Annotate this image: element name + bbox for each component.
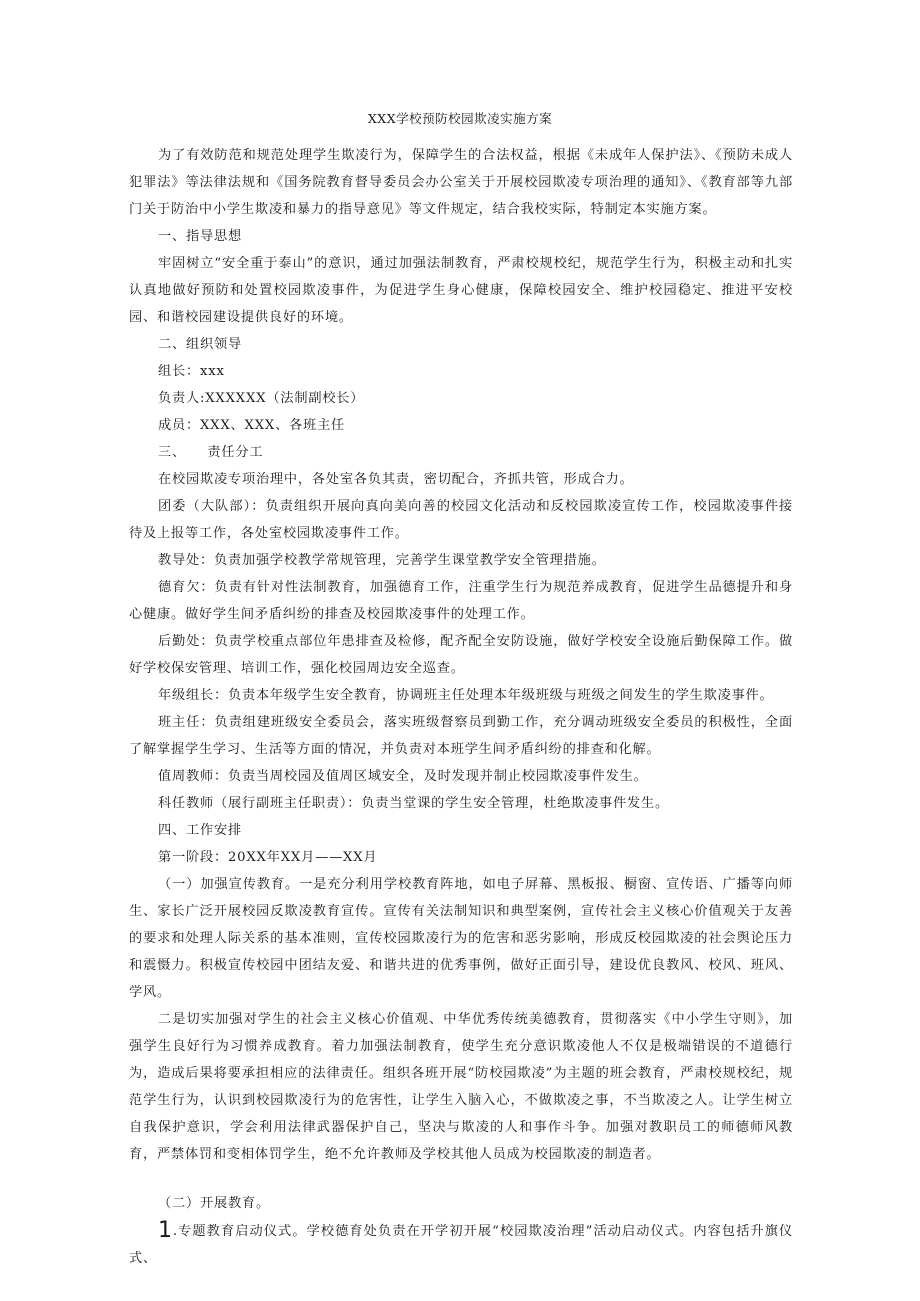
intro-paragraph: 为了有效防范和规范处理学生欺凌行为，保障学生的合法权益，根据《未成年人保护法》、《预防未成人犯罪法》等法律法规和《国务院教育督导委员会办公室关于开展校园欺凌专项治理的通知》、《教育部等九部门关于防治中小学生欺凌和暴力的指导意见》等文件规定，结合我校实际，特制定本实施方案。 bbox=[129, 148, 793, 217]
paragraph: 牢固树立“安全重于泰山”的意识，通过加强法制教育，严肃校规校纪，规范学生行为，积极主动和扎实认真地做好预防和处置校园欺凌事件，为促进学生身心健康，保障校园安全、维护校园稳定、推进平安校园、和谐校园建设提供良好的环境。 bbox=[129, 256, 793, 325]
stage-line: 第一阶段：20XX年XX月——XX月 bbox=[158, 850, 378, 865]
members-line: 成员：XXX、XXX、各班主任 bbox=[158, 418, 346, 433]
duty-item: 值周教师：负责当周校园及值周区域安全，及时发现并制止校园欺凌事件发生。 bbox=[158, 769, 648, 784]
responsible-line: 负责人:XXXXXX（法制副校长） bbox=[158, 391, 365, 406]
document-title: XXX学校预防校园欺凌实施方案 bbox=[367, 111, 553, 126]
duty-item: 班主任：负责组建班级安全委员会，落实班级督察员到勤工作，充分调动班级安全委员的积极性，全面了解掌握学生学习、生活等方面的情况，并负责对本班学生间矛盾纠纷的排查和化解。 bbox=[129, 715, 793, 757]
subsection-heading: （二）开展教育。 bbox=[158, 1196, 270, 1211]
duty-item: 科任教师（展行副班主任职责）：负责当堂课的学生安全管理，杜绝欺凌事件发生。 bbox=[158, 796, 669, 811]
numbered-item bbox=[129, 1217, 793, 1272]
section-heading: 二、组织领导 bbox=[158, 337, 242, 352]
item-number: 1 bbox=[158, 1218, 173, 1243]
paragraph: （一）加强宣传教育。一是充分利用学校教育阵地，如电子屏幕、黑板报、橱窗、宣传语、广播等向师生、家长广泛开展校园反欺凌教育宣传。宣传有关法制知识和典型案例，宣传社会主义核心价值观关于友善的要求和处理人际关系的基本准则，宣传校园欺凌行为的危害和恶劣影响，形成反校园欺凌的社会舆论压力和震慑力。积极宣传校园中团结友爱、和谐共进的优秀事例，做好正面引导，建设优良教风、校风、班风、学风。 bbox=[129, 877, 793, 1000]
section-heading: 四、工作安排 bbox=[158, 823, 242, 838]
duty-item: 年级组长：负责本年级学生安全教育，协调班主任处理本年级班级与班级之间发生的学生欺凌事件。 bbox=[158, 688, 774, 703]
duty-item: 后勤处：负责学校重点部位年患排查及检修，配齐配全安防设施，做好学校安全设施后勤保障工作。做好学校保安管理、培训工作，强化校园周边安全巡查。 bbox=[129, 634, 793, 676]
paragraph: 在校园欺凌专项治理中，各处室各负其责，密切配合，齐抓共管，形成合力。 bbox=[158, 472, 634, 487]
paragraph: 二是切实加强对学生的社会主义核心价值观、中华优秀传统美德教育，贯彻落实《中小学生守则》，加强学生良好行为习惯养成教育。着力加强法制教育，使学生充分意识欺凌他人不仅是极端错误的不道德行为，造成后果将要承担相应的法律责任。组织各班开展“防校园欺凌”为主题的班会教育，严肃校规校纪，规范学生行为，认识到校园欺凌行为的危害性，让学生入脑入心，不做欺凌之事，不当欺凌之人。让学生树立自我保护意识，学会利用法律武器保护自己，坚决与欺凌的人和事作斗争。加强对教职员工的师德师风教育，严禁体罚和变相体罚学生，绝不允许教师及学校其他人员成为校园欺凌的制造者。 bbox=[129, 1012, 793, 1162]
duty-item: 教导处：负责加强学校教学常规管理，完善学生课堂教学安全管理措施。 bbox=[158, 553, 606, 568]
duty-item: 德育欠：负责有针对性法制教育，加强德育工作，注重学生行为规范养成教育，促进学生品德提升和身心健康。做好学生间矛盾纠纷的排查及校园欺凌事件的处理工作。 bbox=[129, 580, 793, 622]
section-heading: 一、指导思想 bbox=[158, 229, 242, 244]
leader-line: 组长：xxx bbox=[158, 364, 225, 379]
item-text: .专题教育启动仪式。学校德育处负责在开学初开展“校园欺凌治理”活动启动仪式。内容包括升旗仪式、 bbox=[129, 1224, 793, 1266]
document-body bbox=[129, 142, 793, 1272]
duty-item: 团委（大队部）：负责组织开展向真向美向善的校园文化活动和反校园欺凌宣传工作，校园欺凌事件接待及上报等工作，各处室校园欺凌事件工作。 bbox=[129, 499, 793, 541]
section-heading: 三、 责任分工 bbox=[158, 445, 264, 460]
spacer bbox=[129, 1168, 793, 1190]
